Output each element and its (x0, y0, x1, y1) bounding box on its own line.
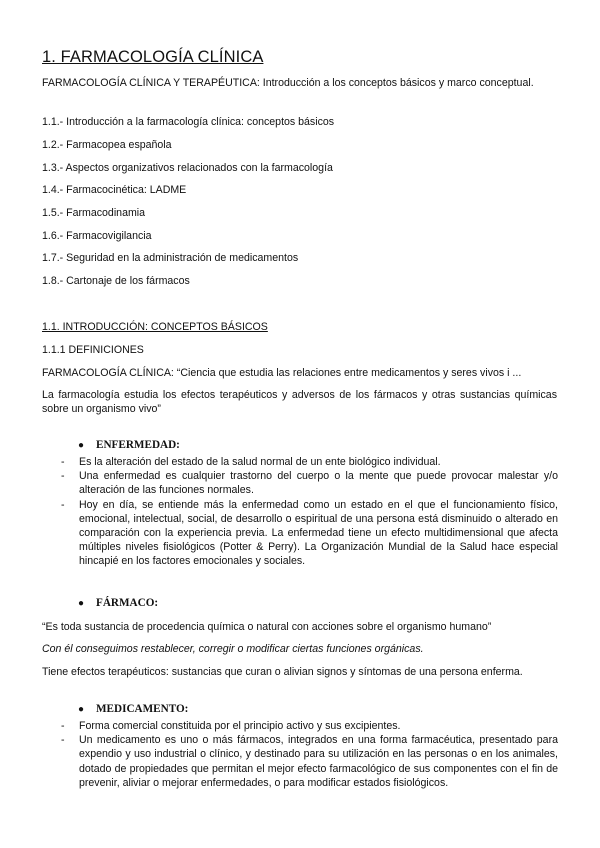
farmaco-italic-note: Con él conseguimos restablecer, corregir o modificar ciertas funciones orgánicas. (42, 643, 424, 655)
toc-item: 1.1.- Introducción a la farmacología clínica: conceptos básicos (42, 116, 335, 128)
bullet-icon: ● (78, 598, 85, 609)
list-item-text: Forma comercial constituida por el principio activo y sus excipientes. (79, 720, 401, 732)
medicamento-heading-label: MEDICAMENTO: (96, 703, 189, 715)
bullet-icon: ● (78, 704, 85, 715)
list-item-text: Una enfermedad es cualquier trastorno del cuerpo o la mente que puede provocar malestar y/o alteración de las funciones normales. (79, 470, 558, 497)
farmaco-effects: Tiene efectos terapéuticos: sustancias que curan o alivian signos y síntomas de una persona enferma. (42, 666, 523, 678)
enfermedad-heading (78, 439, 180, 451)
list-item: - Forma comercial constituida por el principio activo y sus excipientes. (61, 720, 401, 732)
farmaco-quote: “Es toda sustancia de procedencia química o natural con acciones sobre el organismo humano” (42, 621, 492, 633)
definition-line: FARMACOLOGÍA CLÍNICA: “Ciencia que estudia las relaciones entre medicamentos y seres vivos i ... (42, 367, 522, 379)
toc-item: 1.2.- Farmacopea española (42, 139, 172, 151)
toc-item: 1.8.- Cartonaje de los fármacos (42, 275, 190, 287)
toc-item: 1.7.- Seguridad en la administración de medicamentos (42, 252, 299, 264)
section-heading: 1.1. INTRODUCCIÓN: CONCEPTOS BÁSICOS (42, 321, 268, 333)
list-item: - Es la alteración del estado de la salud normal de un ente biológico individual. (61, 456, 441, 468)
page-title: 1. FARMACOLOGÍA CLÍNICA (42, 48, 264, 66)
toc-item: 1.4.- Farmacocinética: LADME (42, 184, 187, 196)
definition-paragraph: La farmacología estudia los efectos terapéuticos y adversos de los fármacos y otras sustancias químicas sobre un organismo vivo” (42, 389, 557, 415)
list-item-text: Un medicamento es uno o más fármacos, integrados en una forma farmacéutica, presentado para expendio y uso industrial o clínico, y destinado para su utilización en las personas o en los animales, dotado de propiedades que permitan el mejor efecto farmacológico de sus componentes con el fin de prevenir, aliviar o mejorar enfermedades, o para modificar estados fisiológicos. (79, 734, 558, 789)
enfermedad-list (58, 455, 558, 569)
list-item: - Un medicamento es uno o más fármacos, integrados en una forma farmacéutica, presentado para expendio y uso industrial o clínico, y destinado para su utilización en las personas o en los animales, dotado de propiedades que permitan el mejor efecto farmacológico de sus componentes con el fin de prevenir, aliviar o mejorar enfermedades, o para modificar estados fisiológicos. (61, 734, 558, 789)
list-item: - Hoy en día, se entiende más la enfermedad como un estado en el que el funcionamiento físico, emocional, intelectual, social, de desarrollo o espiritual de una persona está disminuido o alterado en comparación con la experiencia previa. La enfermedad tiene un efecto multidimensional que afecta múltiples niveles fisiológicos (Potter & Perry). La Organización Mundial de la Salud hace especial hincapié en los factores emocionales y sociales. (61, 498, 558, 568)
farmaco-heading-label: FÁRMACO: (96, 597, 159, 609)
toc-item: 1.6.- Farmacovigilancia (42, 230, 152, 242)
list-item-text: Es la alteración del estado de la salud normal de un ente biológico individual. (79, 456, 441, 468)
farmaco-heading (78, 597, 158, 609)
toc-item: 1.5.- Farmacodinamia (42, 207, 146, 219)
subsection-heading: 1.1.1 DEFINICIONES (42, 344, 144, 356)
list-item: - Una enfermedad es cualquier trastorno del cuerpo o la mente que puede provocar malestar y/o alteración de las funciones normales. (61, 470, 558, 497)
toc-item: 1.3.- Aspectos organizativos relacionados con la farmacología (42, 162, 333, 174)
list-item-text: Hoy en día, se entiende más la enfermedad como un estado en el que el funcionamiento físico, emocional, intelectual, social, de desarrollo o espiritual de una persona está disminuido o alterado en comparación con la experiencia previa. La enfermedad tiene un efecto multidimensional que afecta múltiples niveles fisiológicos (Potter & Perry). La Organización Mundial de la Salud hace especial hincapié en los factores emocionales y sociales. (79, 498, 558, 568)
intro-paragraph: FARMACOLOGÍA CLÍNICA Y TERAPÉUTICA: Introducción a los conceptos básicos y marco conceptual. (42, 77, 534, 89)
medicamento-heading (78, 703, 188, 715)
bullet-icon: ● (78, 440, 85, 451)
enfermedad-heading-label: ENFERMEDAD: (96, 439, 180, 451)
medicamento-list (58, 719, 558, 790)
